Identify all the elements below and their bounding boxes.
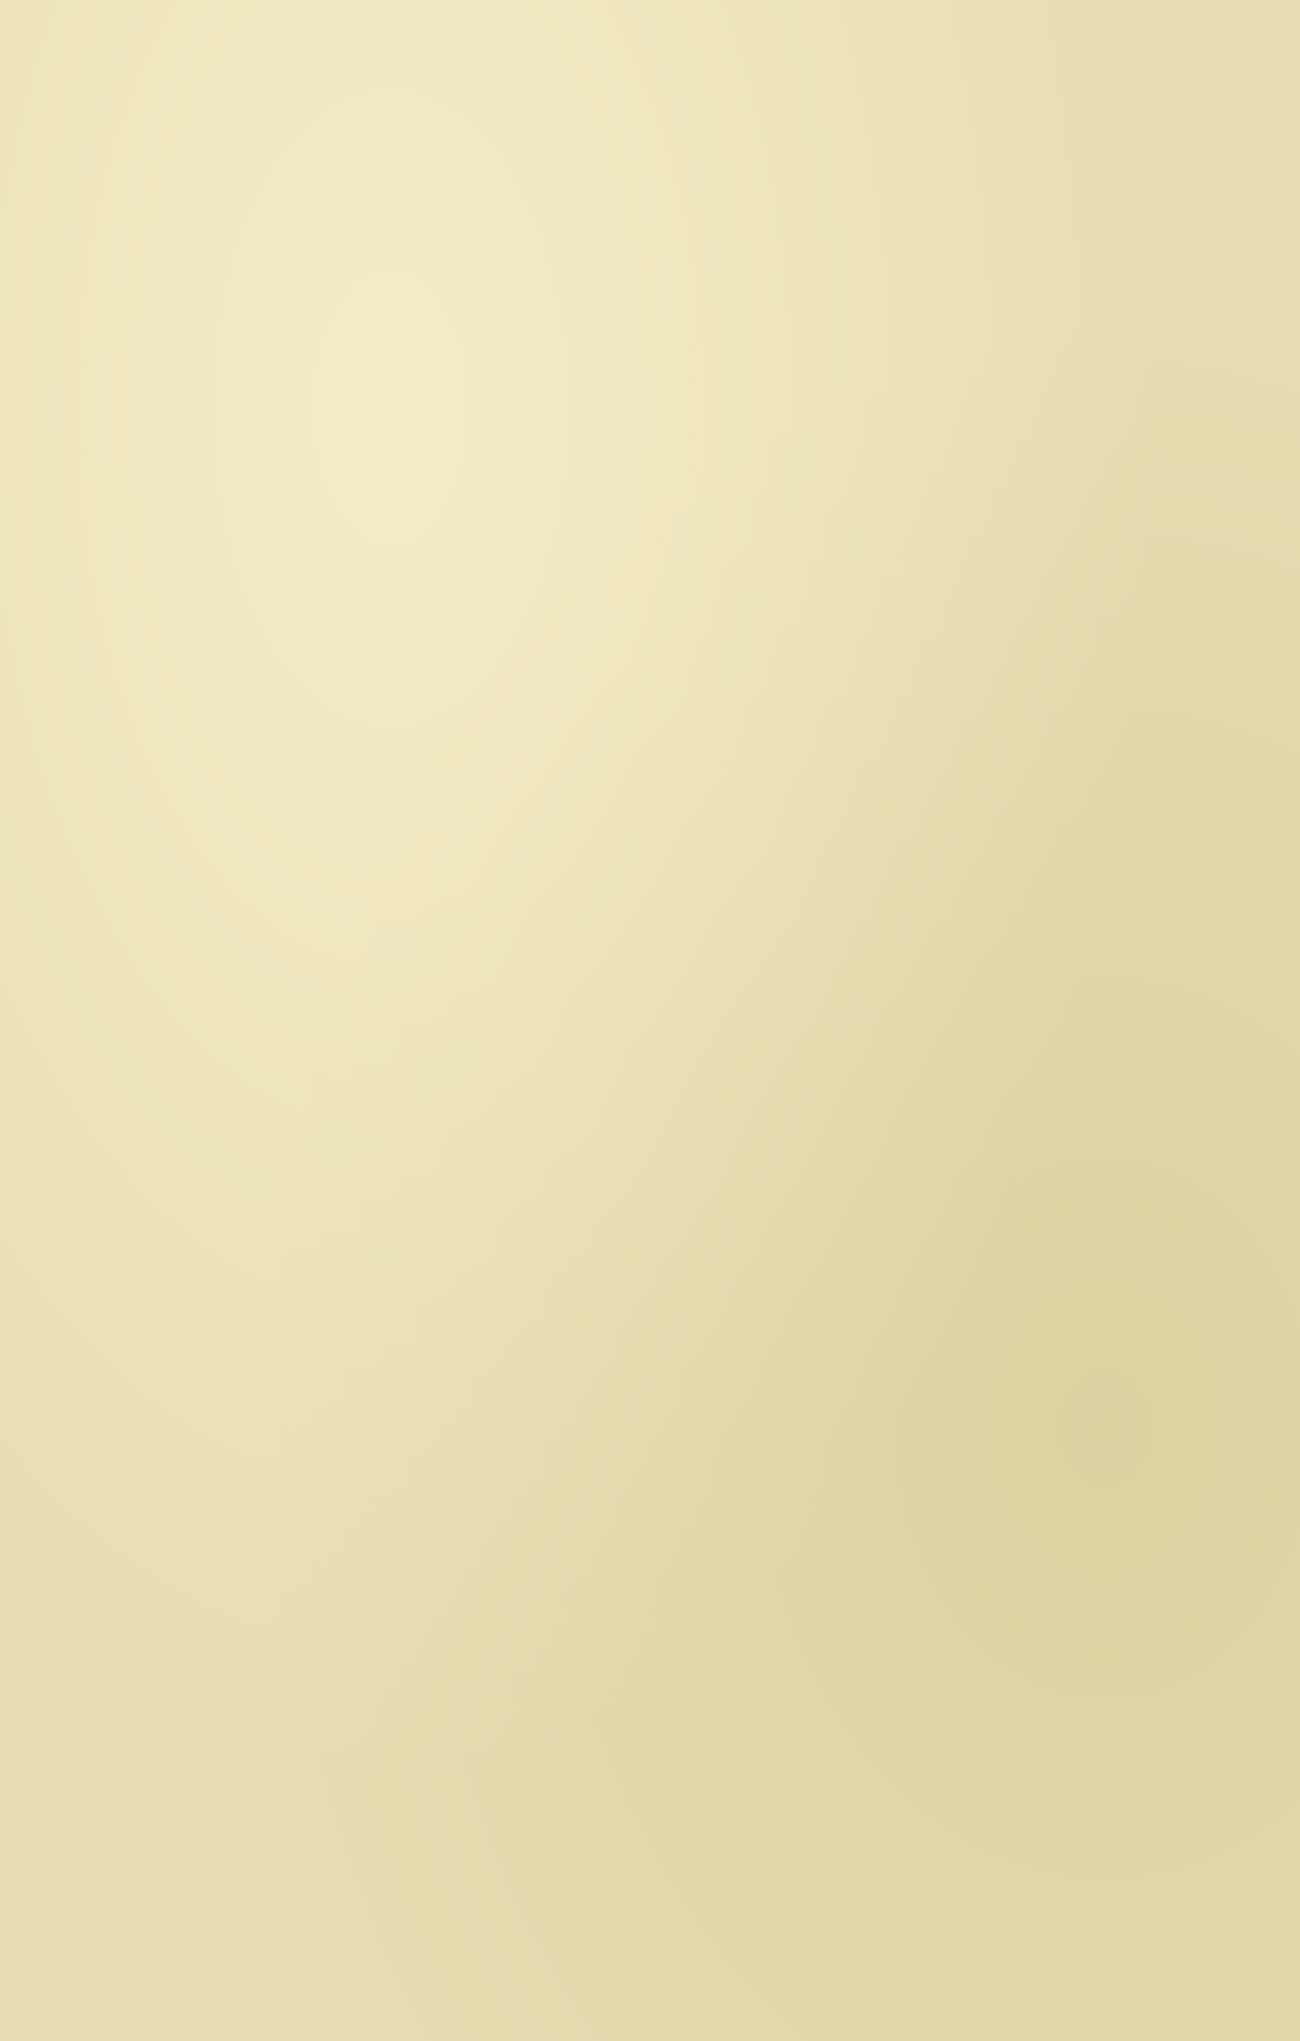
header-passed-sections	[66, 20, 130, 340]
header-weather	[815, 150, 975, 340]
header-method	[560, 150, 815, 340]
header-rock	[1135, 150, 1300, 340]
header-time	[975, 20, 1135, 150]
header-characteristics	[260, 20, 975, 150]
header-tech-difficulty	[260, 150, 560, 340]
header-exit	[1060, 150, 1135, 340]
header-bivouac-stop	[975, 150, 1060, 340]
header-length	[200, 20, 260, 340]
header-date	[0, 20, 66, 340]
header-avg-steepness	[130, 20, 200, 340]
header-hooks-driven	[1135, 20, 1300, 150]
